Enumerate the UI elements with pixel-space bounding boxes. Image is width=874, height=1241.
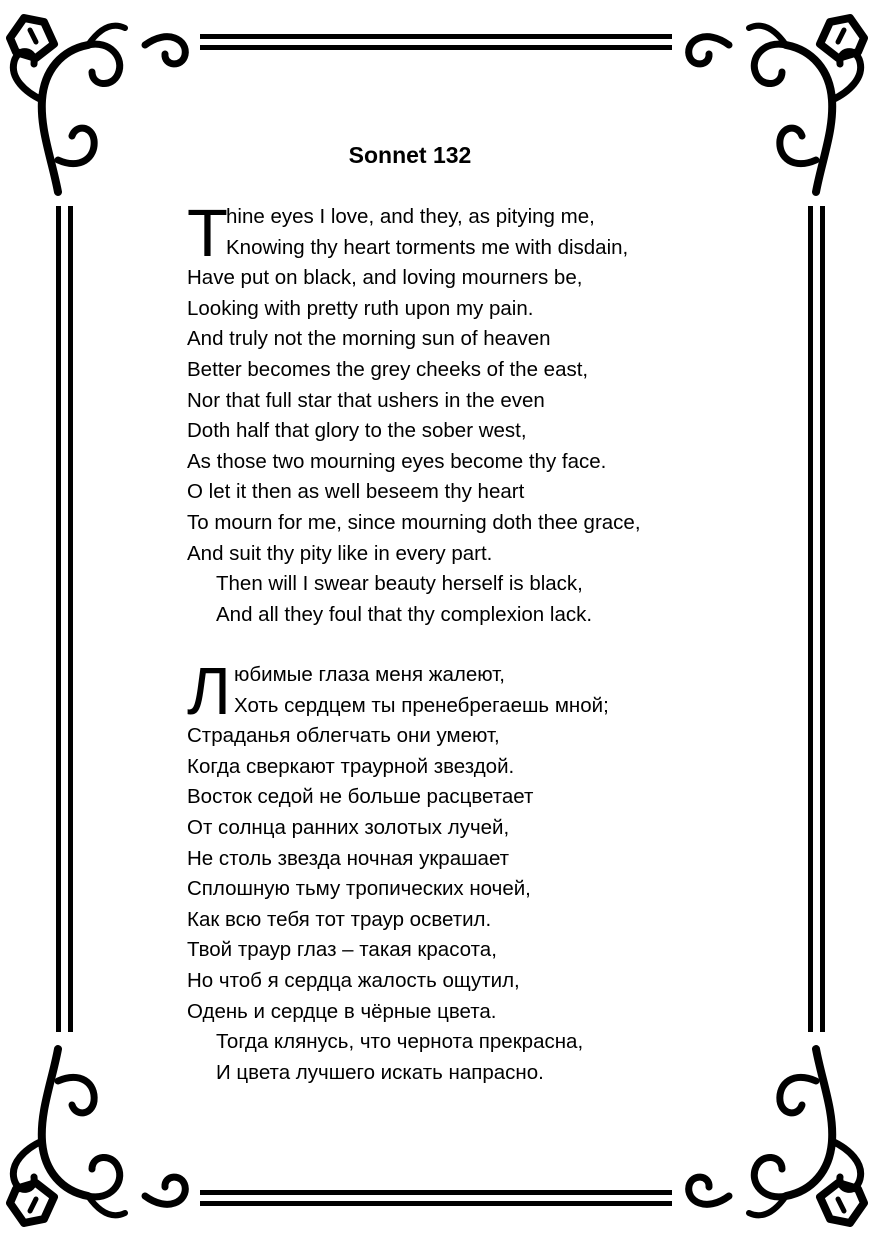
couplet-line: And all they foul that thy complexion lack. [216, 602, 593, 626]
drop-cap-letter: T [187, 196, 228, 271]
poem-line: Твой траур глаз – такая красота, [187, 938, 497, 962]
poem-line: And truly not the morning sun of heaven [187, 327, 551, 351]
poem-line: Страданья облегчать они умеют, [187, 724, 500, 748]
poem-line: Но чтоб я сердца жалость ощутил, [187, 968, 520, 992]
poem-line: Не столь звезда ночная украшает [187, 846, 510, 870]
poem-line: Doth half that glory to the sober west, [187, 419, 527, 443]
poem-line: Как всю тебя тот траур осветил. [187, 907, 492, 931]
poem-line: Когда сверкают траурной звездой. [187, 754, 515, 778]
poem-line: O let it then as well beseem thy heart [187, 480, 525, 504]
poem-line: Сплошную тьму тропических ночей, [187, 877, 531, 901]
poem-line: Better becomes the grey cheeks of the east, [187, 357, 589, 381]
poem-line: Одень и сердце в чёрные цвета. [187, 999, 497, 1023]
couplet-line: Then will I swear beauty herself is black, [216, 572, 583, 596]
corner-ornament-bottom-left [10, 1049, 185, 1223]
drop-cap-letter: Л [187, 654, 231, 729]
russian-sonnet [187, 654, 747, 1088]
poem-line: Хоть сердцем ты пренебрегаешь мной; [234, 693, 609, 717]
poem-line: Восток седой не больше расцветает [187, 785, 534, 809]
poem-line: Have put on black, and loving mourners be, [187, 266, 583, 290]
couplet-line: И цвета лучшего искать напрасно. [216, 1060, 544, 1084]
poem-line: Looking with pretty ruth upon my pain. [187, 296, 534, 320]
poem-line: And suit thy pity like in every part. [187, 541, 493, 565]
line-text: юбимые глаза меня жалеют, [234, 663, 505, 686]
couplet-line: Тогда клянусь, что чернота прекрасна, [216, 1030, 584, 1054]
poem-line: To mourn for me, since mourning doth thee grace, [187, 510, 641, 534]
poem-line: Knowing thy heart torments me with disdain, [226, 235, 629, 259]
page-title: Sonnet 132 [348, 142, 472, 168]
line-text: hine eyes I love, and they, as pitying me, [226, 205, 595, 228]
poem-line: От солнца ранних золотых лучей, [187, 815, 510, 839]
poem-line: As those two mourning eyes become thy face. [187, 449, 607, 473]
english-sonnet [187, 196, 747, 630]
poem-line: Nor that full star that ushers in the even [187, 388, 545, 412]
